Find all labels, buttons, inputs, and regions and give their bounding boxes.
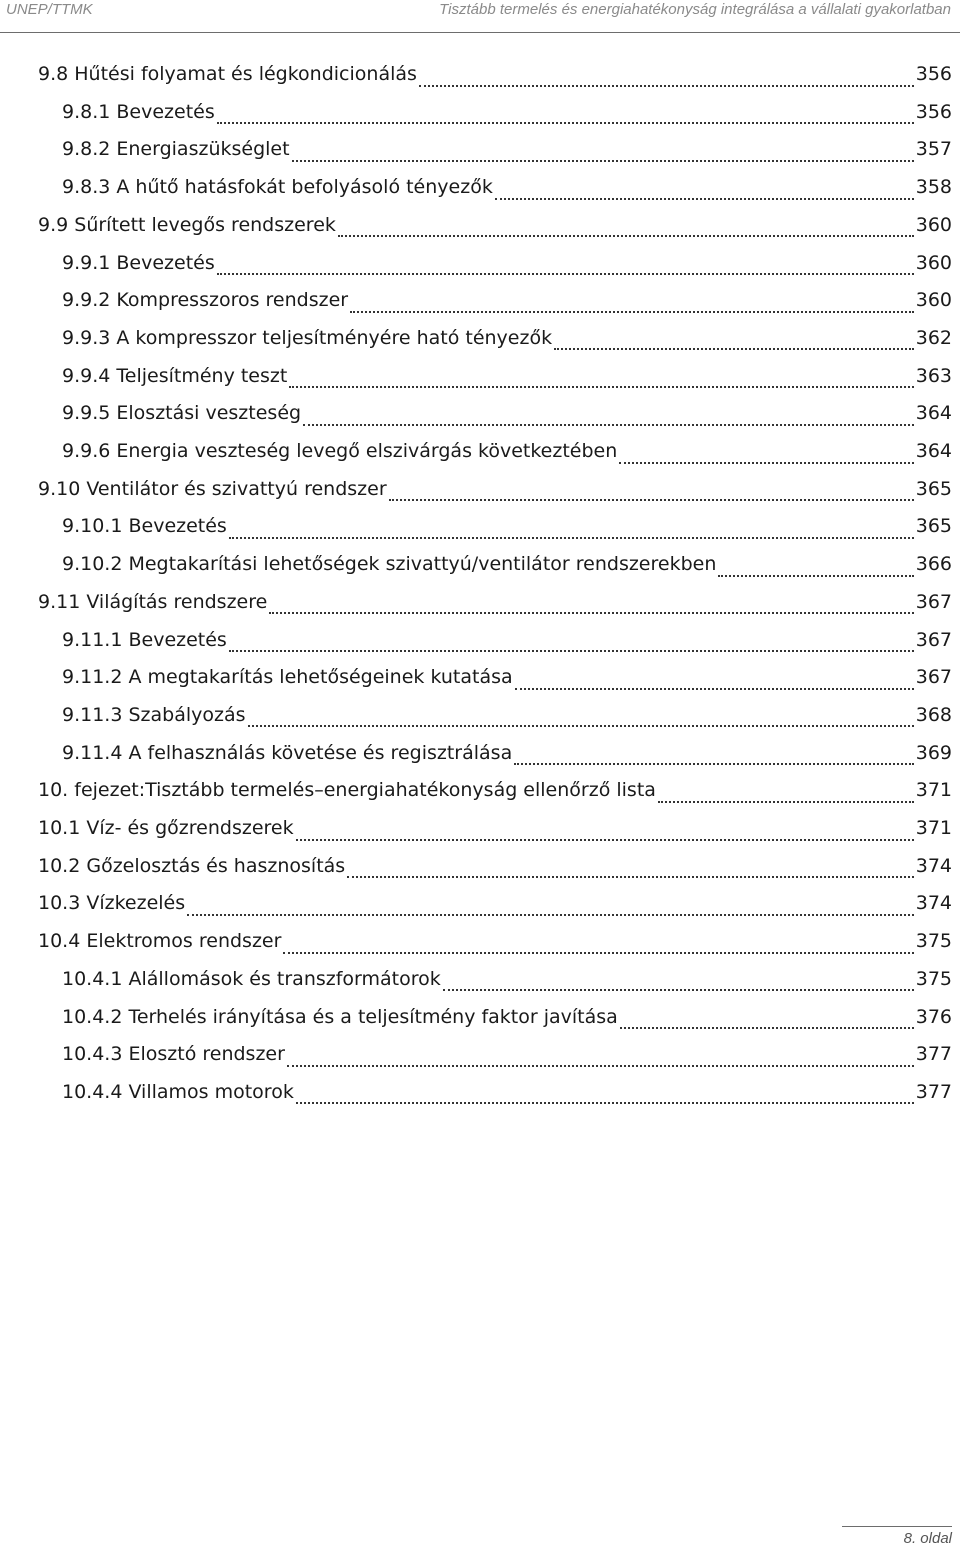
toc-entry-page-number: 369 [915, 741, 952, 764]
toc-entry-page-number: 360 [915, 289, 952, 312]
toc-dot-leader [419, 66, 914, 87]
toc-entry-title: 9.9.4 Teljesítmény teszt [62, 364, 288, 387]
toc-entry-page-number: 358 [915, 176, 952, 199]
toc-entry-page-number: 362 [915, 326, 952, 349]
toc-dot-leader [350, 292, 914, 313]
toc-dot-leader [443, 970, 914, 991]
page-number-label: 8. oldal [903, 1530, 952, 1547]
toc-entry-page-number: 376 [915, 1005, 952, 1028]
toc-entry[interactable] [38, 884, 952, 922]
toc-entry[interactable] [38, 809, 952, 847]
toc-entry-title: 9.9.1 Bevezetés [62, 251, 215, 274]
toc-entry-title: 10.4.4 Villamos motorok [62, 1080, 294, 1103]
toc-entry-page-number: 371 [915, 779, 952, 802]
toc-entry-page-number: 356 [915, 63, 952, 85]
toc-entry-title: 9.9.5 Elosztási veszteség [62, 402, 302, 425]
toc-entry-page-number: 364 [915, 440, 952, 462]
toc-entry[interactable] [62, 1073, 952, 1111]
toc-entry-title: 9.9 Sűrített levegős rendszerek [38, 213, 336, 236]
toc-dot-leader [619, 443, 913, 464]
header-document-title: Tisztább termelés és energiahatékonyság integrálása a vállalati gyakorlatban [439, 1, 951, 18]
toc-entry[interactable] [62, 998, 952, 1036]
toc-entry-title: 10.2 Gőzelosztás és hasznosítás [38, 854, 346, 877]
toc-entry-page-number: 363 [915, 364, 952, 387]
toc-dot-leader [217, 103, 914, 124]
toc-entry[interactable] [38, 771, 952, 809]
toc-entry[interactable] [62, 621, 952, 659]
toc-entry-page-number: 356 [915, 100, 952, 123]
toc-entry-page-number: 377 [915, 1080, 952, 1103]
toc-dot-leader [338, 216, 914, 237]
toc-entry-title: 10.1 Víz- és gőzrendszerek [38, 817, 294, 839]
toc-entry[interactable] [62, 130, 952, 168]
toc-entry-page-number: 371 [915, 817, 952, 839]
toc-dot-leader [620, 1008, 914, 1029]
toc-entry-title: 10. fejezet:Tisztább termelés–energiahatékonyság ellenőrző lista [38, 779, 656, 802]
toc-entry[interactable] [62, 357, 952, 395]
toc-entry[interactable] [62, 394, 952, 432]
toc-entry-title: 9.11.4 A felhasználás követése és regisztrálása [62, 741, 513, 764]
toc-dot-leader [658, 782, 914, 803]
toc-entry-page-number: 365 [915, 477, 952, 500]
toc-dot-leader [248, 706, 914, 727]
toc-entry-page-number: 360 [915, 213, 952, 236]
toc-entry-page-number: 364 [915, 402, 952, 425]
toc-dot-leader [187, 895, 914, 916]
toc-entry-title: 9.11.1 Bevezetés [62, 628, 227, 651]
toc-entry[interactable] [62, 696, 952, 734]
toc-entry[interactable] [62, 319, 952, 357]
toc-entry-title: 10.4.2 Terhelés irányítása és a teljesítmény faktor javítása [62, 1005, 618, 1028]
toc-entry[interactable] [38, 847, 952, 885]
toc-entry[interactable] [38, 206, 952, 244]
toc-entry-page-number: 374 [915, 892, 952, 915]
toc-entry-page-number: 377 [915, 1043, 952, 1066]
toc-entry[interactable] [38, 470, 952, 508]
toc-entry-page-number: 360 [915, 251, 952, 274]
toc-entry[interactable] [38, 922, 952, 960]
toc-entry[interactable] [62, 432, 952, 470]
toc-dot-leader [287, 1046, 914, 1067]
toc-dot-leader [217, 254, 914, 275]
toc-entry-title: 9.11.2 A megtakarítás lehetőségeinek kutatása [62, 666, 513, 689]
header-organization: UNEP/TTMK [6, 1, 93, 18]
toc-entry-page-number: 365 [915, 515, 952, 538]
toc-entry-page-number: 368 [915, 703, 952, 726]
toc-entry-page-number: 366 [915, 553, 952, 576]
toc-dot-leader [283, 933, 913, 954]
toc-entry-title: 10.4.1 Alállomások és transzformátorok [62, 967, 441, 990]
toc-entry-title: 9.8.1 Bevezetés [62, 100, 215, 123]
page-footer [842, 1526, 952, 1547]
toc-entry-page-number: 367 [915, 666, 952, 689]
toc-entry[interactable] [62, 244, 952, 282]
toc-entry-title: 9.10.1 Bevezetés [62, 515, 227, 538]
toc-dot-leader [554, 329, 914, 350]
toc-dot-leader [269, 593, 913, 614]
toc-dot-leader [292, 141, 914, 162]
toc-entry-page-number: 375 [915, 930, 952, 953]
toc-entry[interactable] [38, 55, 952, 93]
toc-dot-leader [296, 1083, 914, 1104]
toc-entry-title: 9.11 Világítás rendszere [38, 590, 268, 613]
toc-entry-title: 9.9.2 Kompresszoros rendszer [62, 289, 349, 312]
toc-entry-title: 9.10 Ventilátor és szivattyú rendszer [38, 477, 387, 500]
toc-entry[interactable] [62, 960, 952, 998]
toc-dot-leader [289, 367, 913, 388]
toc-dot-leader [347, 857, 914, 878]
toc-entry-title: 9.9.3 A kompresszor teljesítményére ható tényezők [62, 326, 553, 349]
toc-entry-page-number: 367 [915, 590, 952, 613]
toc-dot-leader [514, 744, 914, 765]
toc-entry-page-number: 375 [915, 967, 952, 990]
toc-entry-title: 9.8 Hűtési folyamat és légkondicionálás [38, 63, 417, 85]
toc-entry-title: 9.8.2 Energiaszükséglet [62, 138, 290, 161]
toc-dot-leader [718, 556, 913, 577]
toc-entry[interactable] [62, 658, 952, 696]
toc-dot-leader [229, 518, 914, 539]
toc-entry-title: 9.8.3 A hűtő hatásfokát befolyásoló tényezők [62, 176, 493, 199]
toc-dot-leader [515, 669, 914, 690]
toc-entry-page-number: 357 [915, 138, 952, 161]
toc-entry[interactable] [62, 545, 952, 583]
toc-entry-title: 9.11.3 Szabályozás [62, 703, 246, 726]
toc-entry[interactable] [62, 734, 952, 772]
toc-dot-leader [303, 405, 914, 426]
toc-entry-title: 10.4.3 Elosztó rendszer [62, 1043, 285, 1066]
toc-entry[interactable] [38, 583, 952, 621]
toc-entry[interactable] [62, 281, 952, 319]
toc-entry[interactable] [62, 168, 952, 206]
toc-entry-title: 10.3 Vízkezelés [38, 892, 186, 915]
page-header [0, 0, 960, 33]
toc-dot-leader [296, 820, 914, 841]
toc-entry-page-number: 374 [915, 854, 952, 877]
toc-entry[interactable] [62, 507, 952, 545]
toc-dot-leader [229, 631, 914, 652]
toc-dot-leader [495, 179, 914, 200]
toc-entry[interactable] [62, 1035, 952, 1073]
toc-entry[interactable] [62, 93, 952, 131]
toc-entry-page-number: 367 [915, 628, 952, 651]
toc-entry-title: 10.4 Elektromos rendszer [38, 930, 282, 953]
toc-dot-leader [389, 480, 914, 501]
toc-entry-title: 9.9.6 Energia veszteség levegő elszivárgás következtében [62, 440, 618, 462]
toc-entry-title: 9.10.2 Megtakarítási lehetőségek szivattyú/ventilátor rendszerekben [62, 553, 717, 576]
